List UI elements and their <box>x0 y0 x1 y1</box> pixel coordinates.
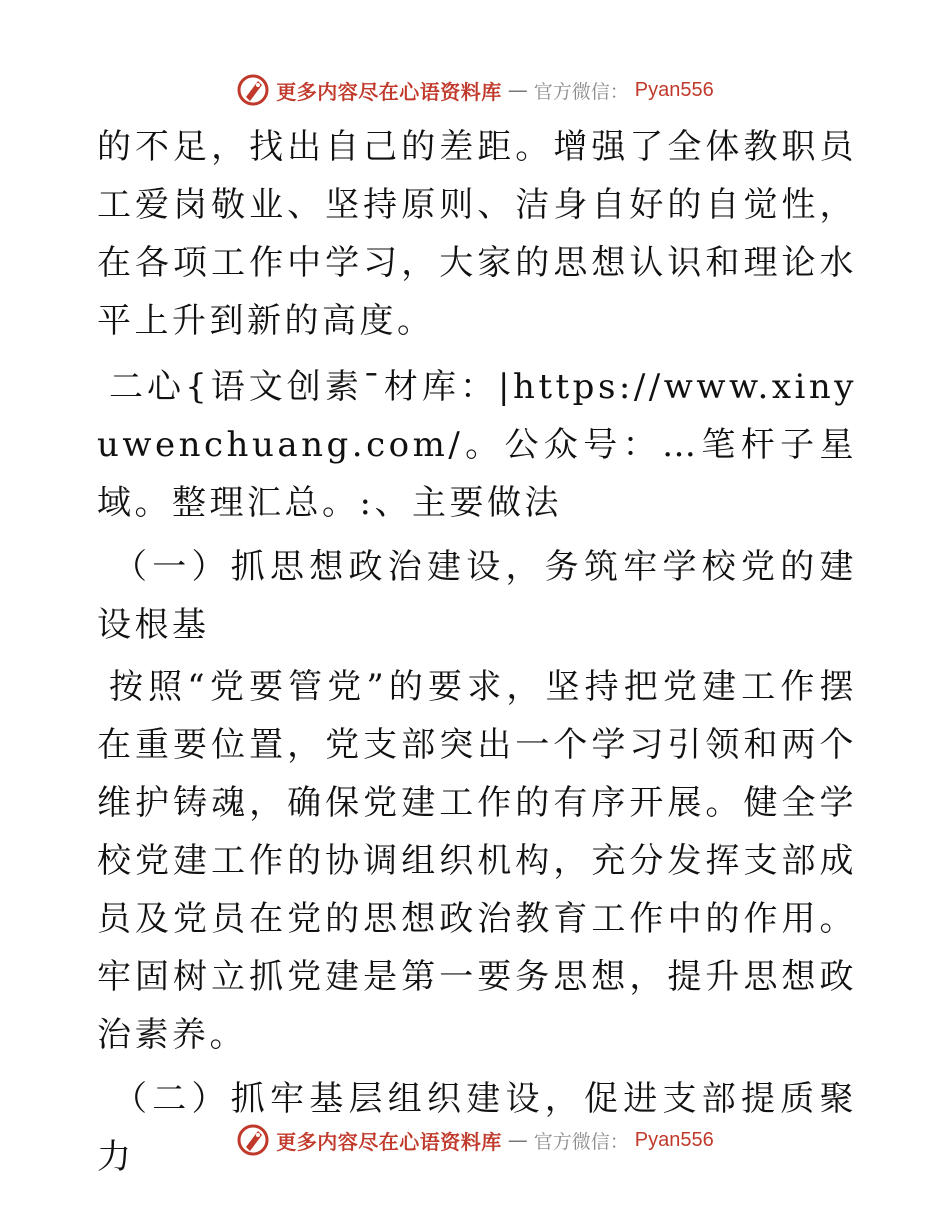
section-heading-2: （二）抓牢基层组织建设，促进支部提质聚力 <box>97 1079 857 1177</box>
banner-wechat-id: Pyan556 <box>634 78 714 101</box>
footer-banner <box>0 1120 950 1160</box>
paragraph-2: 二心{语文创素¯材库：|https://www.xinyuwenchuang.com/。公众号：…笔杆子星域。整理汇总。:、主要做法 <box>97 367 857 523</box>
header-banner <box>0 70 950 110</box>
banner-wechat-id: Pyan556 <box>634 1128 714 1151</box>
pen-nib-logo-icon <box>236 1123 270 1157</box>
banner-site-text: 更多内容尽在心语资料库 <box>276 79 502 104</box>
banner-site-text: 更多内容尽在心语资料库 <box>276 1129 502 1154</box>
paragraph-1: 的不足，找出自己的差距。增强了全体教职员工爱岗敬业、坚持原则、洁身自好的自觉性，在各项工作中学习，大家的思想认识和理论水平上升到新的高度。 <box>97 127 857 341</box>
pen-nib-logo-icon <box>236 73 270 107</box>
section-heading-1: （一）抓思想政治建设，务筑牢学校党的建设根基 <box>97 547 857 645</box>
banner-separator: — <box>507 78 528 102</box>
document-body <box>97 118 857 1192</box>
banner-wechat-label: 官方微信： <box>533 1130 629 1153</box>
banner-wechat-label: 官方微信： <box>533 80 629 103</box>
paragraph-3: 按照“党要管党”的要求，坚持把党建工作摆在重要位置，党支部突出一个学习引领和两个维护铸魂，确保党建工作的有序开展。健全学校党建工作的协调组织机构，充分发挥支部成员及党员在党的思想政治教育工作中的作用。牢固树立抓党建是第一要务思想，提升思想政治素养。 <box>97 667 857 1055</box>
banner-separator: — <box>507 1128 528 1152</box>
